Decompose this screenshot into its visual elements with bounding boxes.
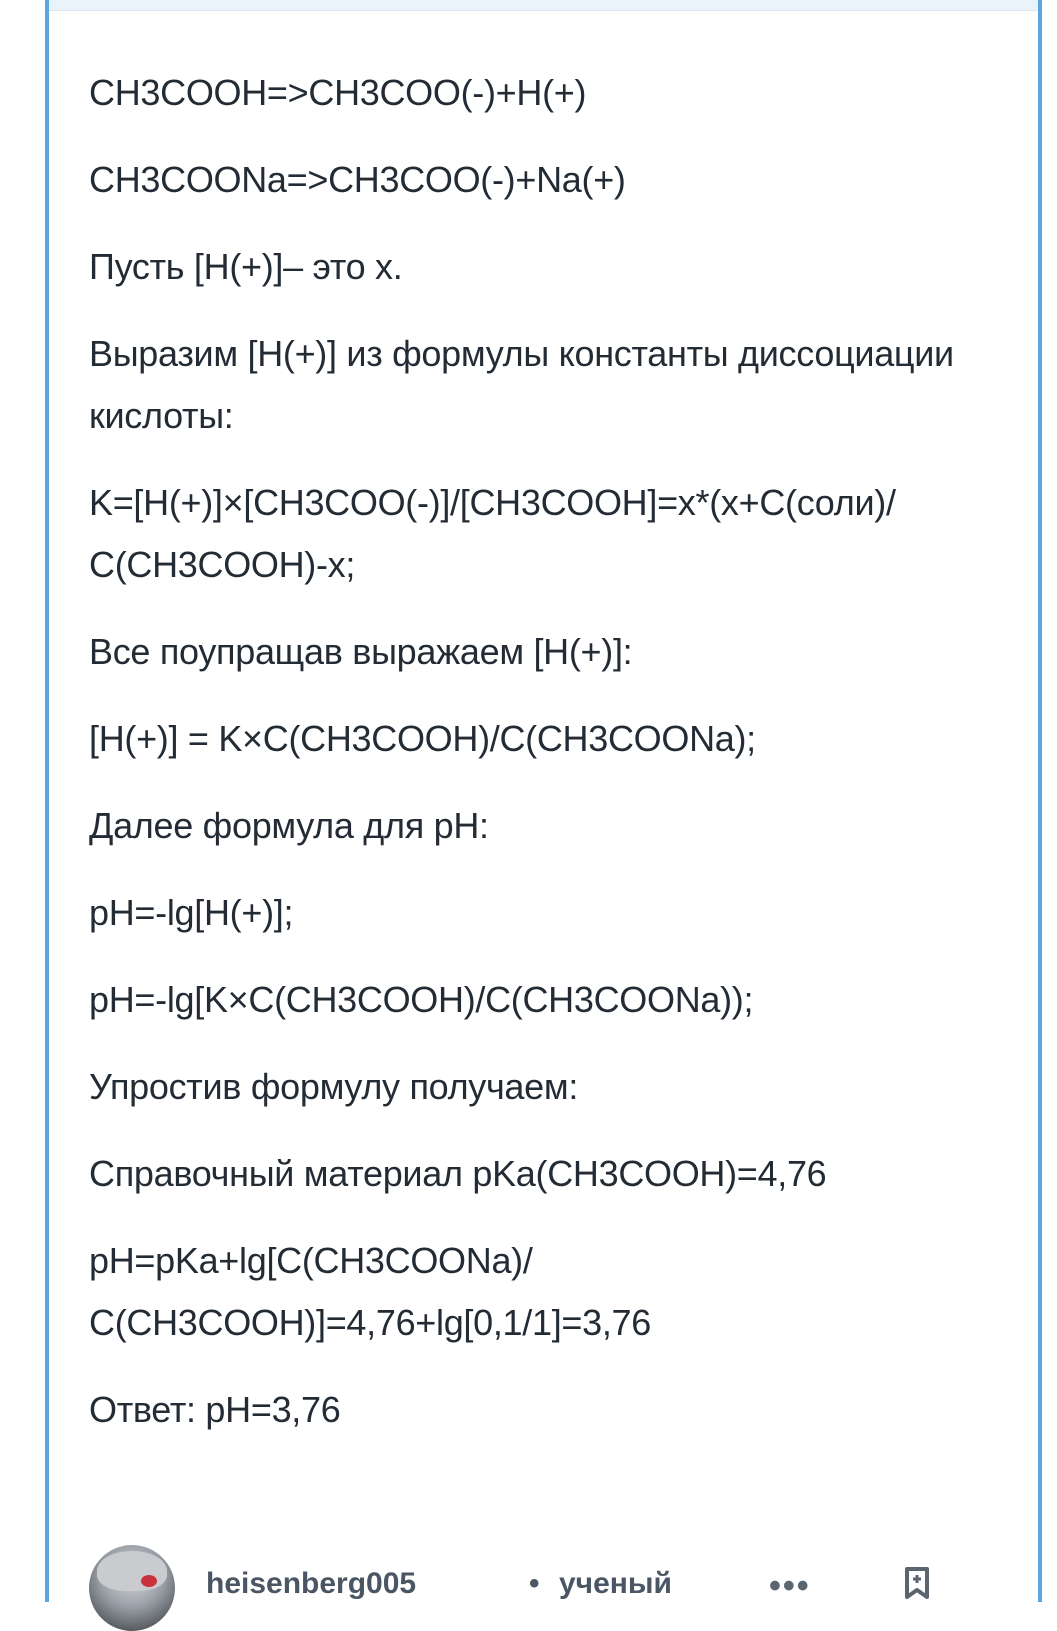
avatar-hair (97, 1551, 167, 1591)
avatar-eye (141, 1575, 157, 1587)
answer-paragraph: [H(+)] = K×C(CH3COOH)/C(CH3COONa); (89, 718, 756, 759)
author-name-link[interactable]: heisenberg005 (206, 1567, 417, 1600)
answer-footer (89, 1545, 1019, 1625)
answer-paragraph: CH3COONa=>CH3COO(-)+Na(+) (89, 159, 626, 200)
answer-paragraph: K=[H(+)]×[CH3COO(-)]/[CH3COOH]=x*(x+C(соли)/ C(CH3COOH)-x; (89, 482, 906, 585)
bookmark-icon[interactable] (899, 1565, 935, 1601)
answer-paragraph: Ответ: pH=3,76 (89, 1389, 341, 1430)
answer-paragraph: pH=-lg[H(+)]; (89, 892, 294, 933)
answer-paragraph: pH=-lg[K×C(CH3COOH)/C(CH3COONa)); (89, 979, 754, 1020)
answer-paragraph: Все поупращав выражаем [H(+)]: (89, 631, 633, 672)
separator-dot: • (529, 1567, 540, 1600)
answer-paragraph: CH3COOH=>CH3COO(-)+H(+) (89, 72, 587, 113)
answer-paragraph: pH=pKa+lg[C(CH3COONa)/ C(CH3COOH)]=4,76+lg[0,1/1]=3,76 (89, 1240, 651, 1343)
more-dots-icon[interactable]: ••• (769, 1567, 811, 1605)
answer-paragraph: Упростив формулу получаем: (89, 1066, 579, 1107)
user-avatar[interactable] (89, 1545, 175, 1631)
card-border-right (1038, 0, 1042, 1602)
author-rank: ученый (559, 1567, 672, 1600)
card-border-left (45, 0, 49, 1602)
answer-paragraph: Выразим [H(+)] из формулы константы диссоциации кислоты: (89, 333, 964, 436)
answer-paragraph: Пусть [H(+)]– это x. (89, 246, 403, 287)
answer-paragraph: Далее формула для pH: (89, 805, 489, 846)
top-strip (49, 0, 1038, 11)
answer-paragraph: Справочный материал pKa(CH3COOH)=4,76 (89, 1153, 827, 1194)
answer-body (89, 62, 1019, 1466)
